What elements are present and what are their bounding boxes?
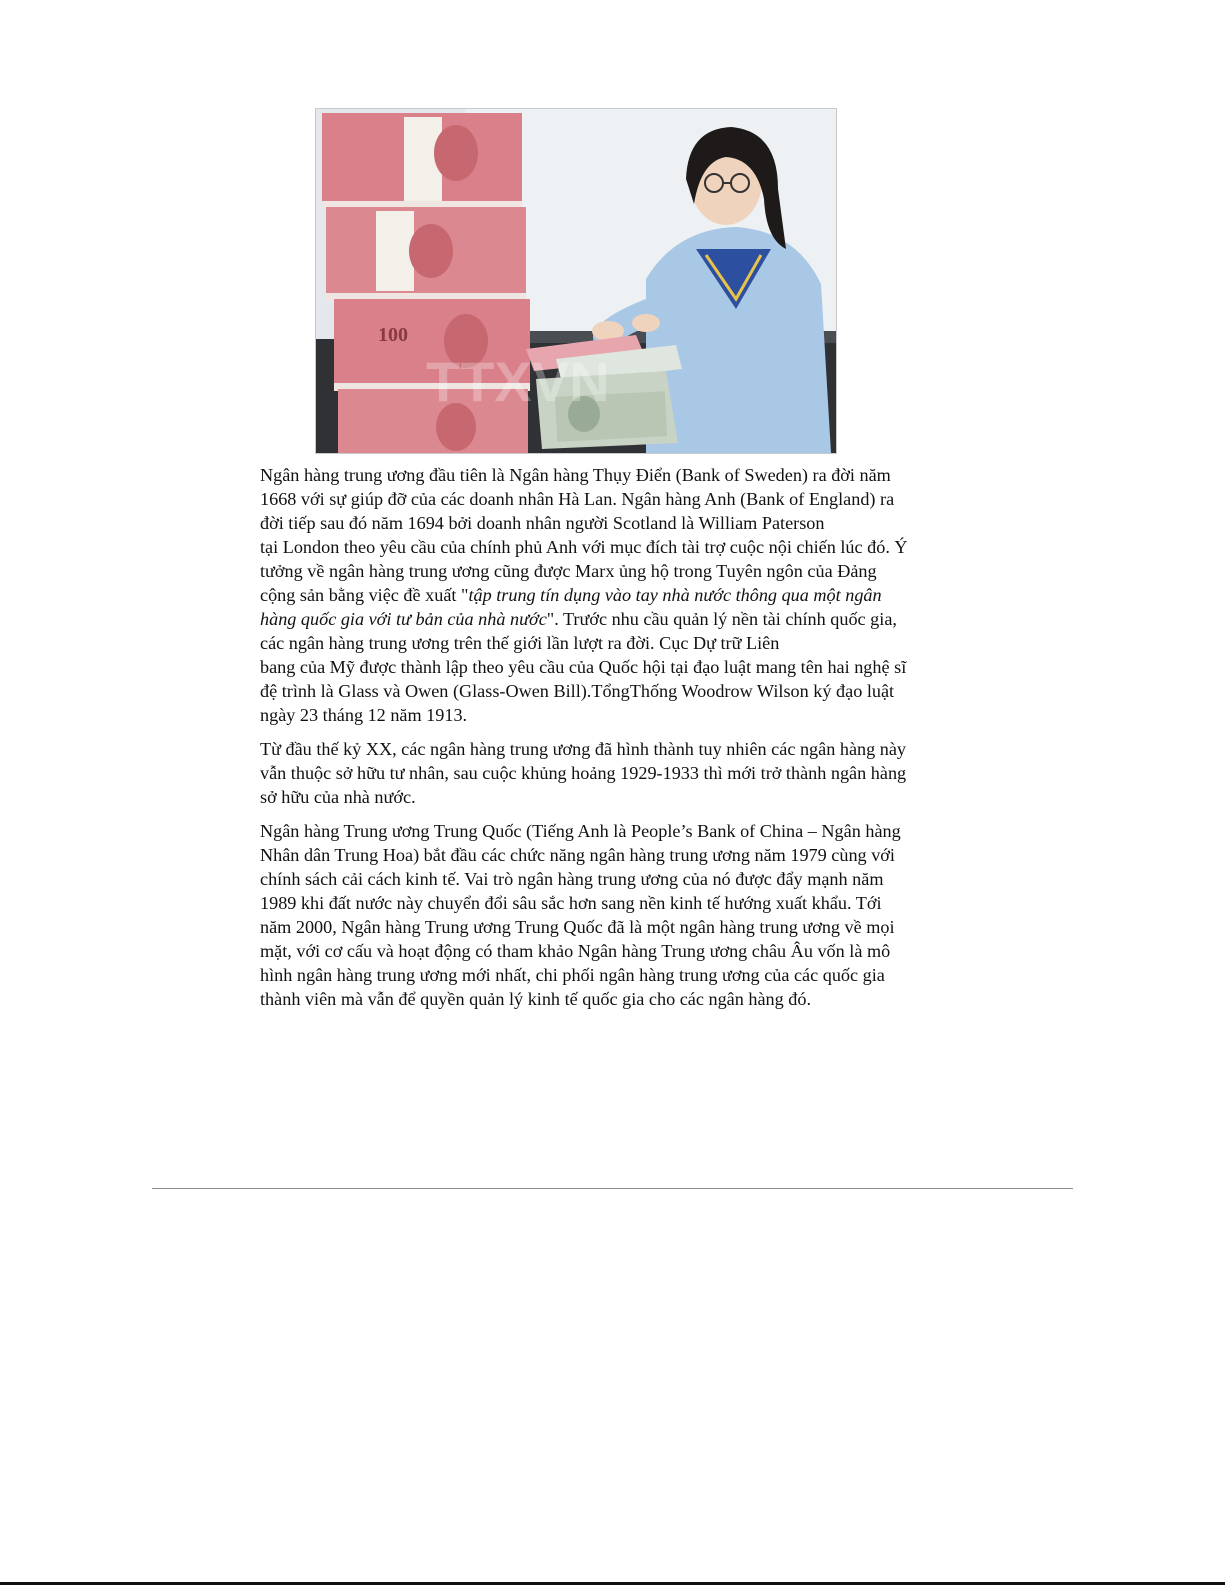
text-line: mặt, với cơ cấu và hoạt động có tham khảo Ngân hàng Trung ương châu Âu vốn là mô <box>260 941 891 961</box>
text-line: năm 2000, Ngân hàng Trung ương Trung Quốc đã là một ngân hàng trung ương về mọi <box>260 917 895 937</box>
banknotes-photo <box>315 108 837 454</box>
text-line: tưởng về ngân hàng trung ương cũng được Marx ủng hộ trong Tuyên ngôn của Đảng <box>260 561 877 581</box>
text-line: Ngân hàng Trung ương Trung Quốc (Tiếng Anh là People’s Bank of China – Ngân hàng <box>260 821 901 841</box>
paragraph-1 <box>260 463 966 727</box>
photo-watermark: TTXVN <box>426 350 610 413</box>
text-line: Nhân dân Trung Hoa) bắt đầu các chức năng ngân hàng trung ương năm 1979 cùng với <box>260 845 895 865</box>
text-line: ngày 23 tháng 12 năm 1913. <box>260 705 468 725</box>
text-line: Từ đầu thế kỷ XX, các ngân hàng trung ương đã hình thành tuy nhiên các ngân hàng này <box>260 739 907 759</box>
text-line: ". Trước nhu cầu quản lý nền tài chính quốc gia, <box>546 609 897 629</box>
text-line: thành viên mà vẫn để quyền quản lý kinh tế quốc gia cho các ngân hàng đó. <box>260 989 812 1009</box>
photo-icon <box>316 109 836 453</box>
text-line: cộng sản bằng việc đề xuất " <box>260 585 469 605</box>
svg-text:100: 100 <box>378 324 408 346</box>
text-line: bang của Mỹ được thành lập theo yêu cầu của Quốc hội tại đạo luật mang tên hai nghệ sĩ <box>260 657 907 677</box>
text-line: vẫn thuộc sở hữu tư nhân, sau cuộc khủng hoảng 1929-1933 thì mới trở thành ngân hàng <box>260 763 907 783</box>
text-line: 1989 khi đất nước này chuyển đổi sâu sắc hơn sang nền kinh tế hướng xuất khẩu. Tới <box>260 893 882 913</box>
paragraph-3 <box>260 819 966 1011</box>
page-divider <box>152 1188 1073 1189</box>
article-body <box>260 463 966 1021</box>
paragraph-2 <box>260 737 966 809</box>
text-line: sở hữu của nhà nước. <box>260 787 416 807</box>
text-line: chính sách cải cách kinh tế. Vai trò ngân hàng trung ương của nó được đẩy mạnh năm <box>260 869 884 889</box>
quote-text: hàng quốc gia với tư bản của nhà nước <box>260 609 547 629</box>
text-line: tại London theo yêu cầu của chính phủ Anh với mục đích tài trợ cuộc nội chiến lúc đó. Ý <box>260 537 908 557</box>
text-line: Ngân hàng trung ương đầu tiên là Ngân hàng Thụy Điển (Bank of Sweden) ra đời năm <box>260 465 891 485</box>
text-line: đời tiếp sau đó năm 1694 bởi doanh nhân người Scotland là William Paterson <box>260 513 825 533</box>
quote-text: tập trung tín dụng vào tay nhà nước thông qua một ngân <box>468 585 882 605</box>
text-line: các ngân hàng trung ương trên thế giới lần lượt ra đời. Cục Dự trữ Liên <box>260 633 780 653</box>
text-line: hình ngân hàng trung ương mới nhất, chi phối ngân hàng trung ương của các quốc gia <box>260 965 885 985</box>
text-line: đệ trình là Glass và Owen (Glass-Owen Bill).TổngThống Woodrow Wilson ký đạo luật <box>260 681 895 701</box>
text-line: 1668 với sự giúp đỡ của các doanh nhân Hà Lan. Ngân hàng Anh (Bank of England) ra <box>260 489 895 509</box>
